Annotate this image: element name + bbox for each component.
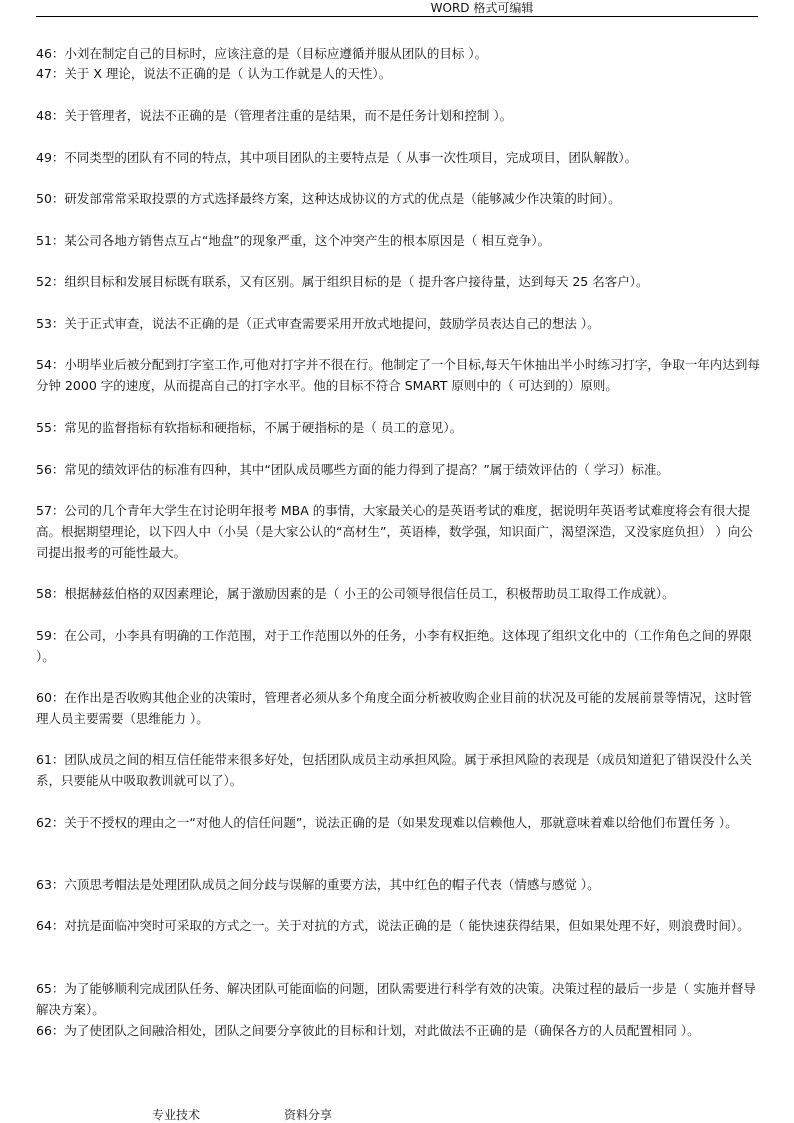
question-48: 48：关于管理者，说法不正确的是（管理者注重的是结果，而不是任务计划和控制 ）。 (36, 108, 513, 123)
question-49: 49：不同类型的团队有不同的特点，其中项目团队的主要特点是（ 从事一次性项目，完成项目，团队解散）。 (36, 150, 638, 165)
question-61: 61：团队成员之间的相互信任能带来很多好处，包括团队成员主动承担风险。属于承担风险的表现是（成员知道犯了错误没什么关系，只要能从中吸取教训就可以了）。 (36, 752, 752, 788)
question-65: 65：为了能够顺利完成团队任务、解决团队可能面临的问题，团队需要进行科学有效的决策。决策过程的最后一步是（ 实施并督导解决方案）。 (36, 981, 756, 1017)
question-52: 52：组织目标和发展目标既有联系，又有区别。属于组织目标的是（ 提升客户接待量，达到每天 25 名客户）。 (36, 274, 649, 289)
question-53: 53：关于正式审查，说法不正确的是（正式审查需要采用开放式地提问，鼓励学员表达自己的想法 ）。 (36, 316, 600, 331)
question-62: 62：关于不授权的理由之一“对他人的信任问题”，说法正确的是（如果发现难以信赖他人，那就意味着难以给他们布置任务 ）。 (36, 815, 738, 830)
question-64: 64：对抗是面临冲突时可采取的方式之一。关于对抗的方式，说法正确的是（ 能快速获得结果，但如果处理不好，则浪费时间）。 (36, 918, 750, 933)
question-54: 54：小明毕业后被分配到打字室工作,可他对打字并不很在行。他制定了一个目标,每天午休抽出半小时练习打字，争取一年内达到每分钟 2000 字的速度，从而提高自己的打字水平。他的目标不符合 SMART 原则中的（ 可达到的）原则。 (36, 357, 760, 393)
question-51: 51：某公司各地方销售点互占“地盘”的现象严重，这个冲突产生的根本原因是（ 相互竞争）。 (36, 233, 551, 248)
question-66: 66：为了使团队之间融洽相处，团队之间要分享彼此的目标和计划，对此做法不正确的是（确保各方的人员配置相同 ）。 (36, 1023, 700, 1038)
question-59: 59：在公司，小李具有明确的工作范围，对于工作范围以外的任务，小李有权拒绝。这体现了组织文化中的（工作角色之间的界限 ）。 (36, 628, 752, 664)
footer-right-text: 资料分享 (284, 1108, 333, 1122)
question-47: 47：关于 X 理论，说法不正确的是（ 认为工作就是人的天性）。 (36, 66, 392, 81)
question-46: 46：小刘在制定自己的目标时，应该注意的是（目标应遵循并服从团队的目标 ）。 (36, 46, 488, 61)
page-header-title: WORD 格式可编辑 (430, 1, 534, 15)
question-58: 58：根据赫兹伯格的双因素理论，属于激励因素的是（ 小王的公司领导很信任员工，积极帮助员工取得工作成就）。 (36, 586, 675, 601)
footer-left-text: 专业技术 (152, 1108, 201, 1122)
question-55: 55：常见的监督指标有软指标和硬指标，不属于硬指标的是（ 员工的意见）。 (36, 420, 463, 435)
question-57: 57：公司的几个青年大学生在讨论明年报考 MBA 的事情，大家最关心的是英语考试的难度，据说明年英语考试难度将会有很大提高。根据期望理论，以下四人中（小吴（是大家公认的“高材生”，英语棒，数学强，知识面广，渴望深造，又没家庭负担） ）向公司提出报考的可能性最大。 (36, 503, 753, 560)
question-60: 60：在作出是否收购其他企业的决策时，管理者必须从多个角度全面分析被收购企业目前的状况及可能的发展前景等情况，这时管理人员主要需要（思维能力 ）。 (36, 690, 752, 726)
question-50: 50：研发部常常采取投票的方式选择最终方案，这种达成协议的方式的优点是（能够减少作决策的时间）。 (36, 191, 621, 206)
question-56: 56：常见的绩效评估的标准有四种，其中“团队成员哪些方面的能力得到了提高？”属于绩效评估的（ 学习）标准。 (36, 462, 669, 477)
question-63: 63：六顶思考帽法是处理团队成员之间分歧与误解的重要方法，其中红色的帽子代表（情感与感觉 ）。 (36, 877, 600, 892)
header-rule (36, 16, 758, 17)
